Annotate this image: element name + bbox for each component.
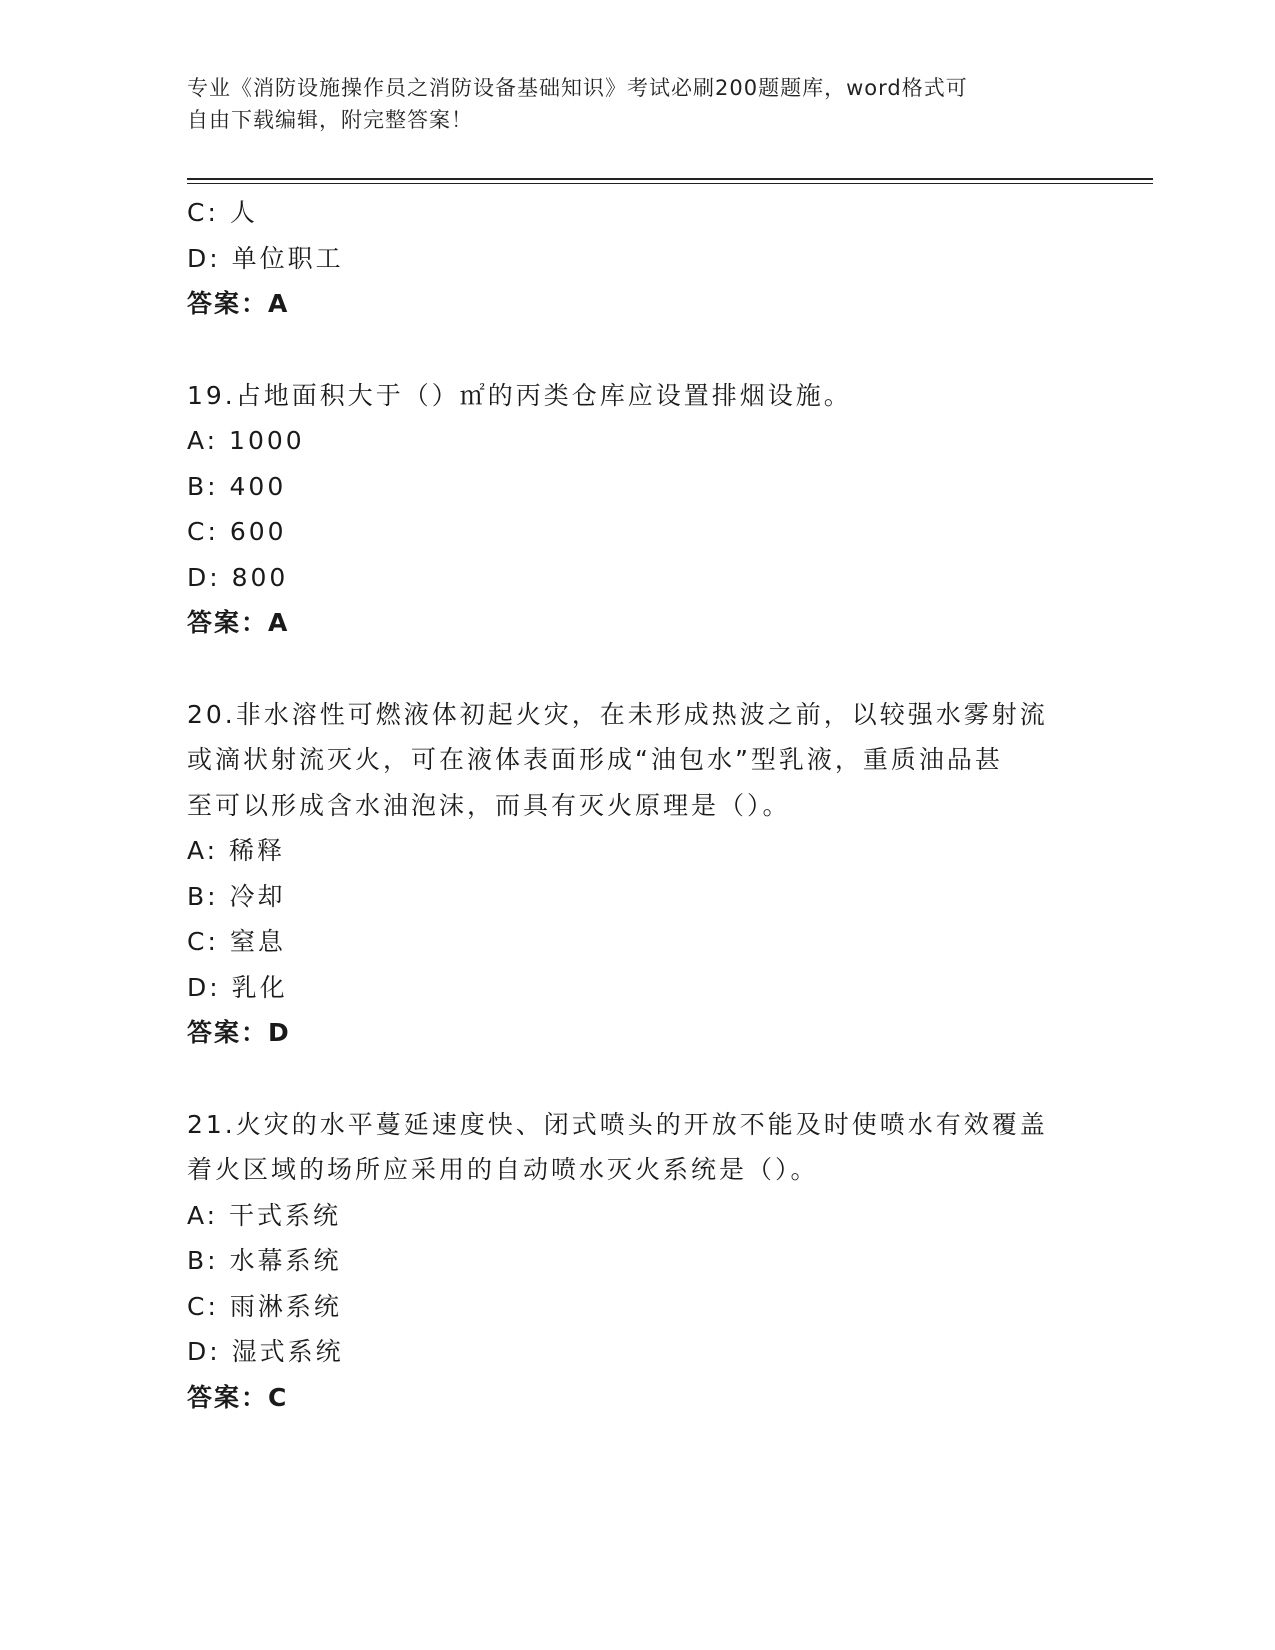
option-d: D: 湿式系统 [187, 1337, 344, 1366]
spacer [187, 327, 1087, 373]
question-19 [187, 373, 1087, 646]
document-body [187, 190, 1087, 1420]
question-text-line-2: 着火区域的场所应采用的自动喷水灭火系统是（）。 [187, 1155, 819, 1184]
option-a: A: 干式系统 [187, 1200, 342, 1230]
option-c: C: 600 [187, 517, 287, 546]
option-a: A: 稀释 [187, 836, 286, 865]
question-text-line-1: 20.非水溶性可燃液体初起火灾，在未形成热波之前，以较强水雾射流 [187, 699, 1048, 729]
question-text-line-1: 21.火灾的水平蔓延速度快、闭式喷头的开放不能及时使喷水有效覆盖 [187, 1109, 1048, 1139]
prev-question-block [187, 190, 1087, 327]
option-c: C: 人 [187, 198, 258, 227]
question-21 [187, 1102, 1087, 1421]
question-20 [187, 692, 1087, 1056]
option-d: D: 乳化 [187, 972, 288, 1002]
option-b: B: 400 [187, 471, 287, 501]
question-text: 19.占地面积大于（）㎡的丙类仓库应设置排烟设施。 [187, 380, 852, 410]
header-line-2: 自由下载编辑，附完整答案！ [187, 108, 473, 132]
question-text-line-3: 至可以形成含水油泡沫，而具有灭火原理是（）。 [187, 790, 791, 820]
header-line-1: 专业《消防设施操作员之消防设备基础知识》考试必刷200题题库，word格式可 [187, 76, 968, 100]
option-d: D: 单位职工 [187, 243, 344, 273]
option-b: B: 水幕系统 [187, 1246, 342, 1275]
header-rule-thick [187, 178, 1153, 180]
option-c: C: 窒息 [187, 927, 286, 956]
answer-line: 答案：D [187, 1018, 291, 1047]
option-b: B: 冷却 [187, 881, 286, 911]
option-d: D: 800 [187, 562, 289, 592]
page-header [187, 72, 1067, 136]
answer-line: 答案：C [187, 1382, 289, 1412]
option-c: C: 雨淋系统 [187, 1291, 342, 1321]
spacer [187, 646, 1087, 692]
option-a: A: 1000 [187, 426, 305, 455]
answer-line: 答案：A [187, 608, 290, 637]
answer-line: 答案：A [187, 289, 290, 318]
header-rule-thin [187, 183, 1153, 184]
question-text-line-2: 或滴状射流灭火，可在液体表面形成“油包水”型乳液，重质油品甚 [187, 745, 1003, 774]
spacer [187, 1056, 1087, 1102]
